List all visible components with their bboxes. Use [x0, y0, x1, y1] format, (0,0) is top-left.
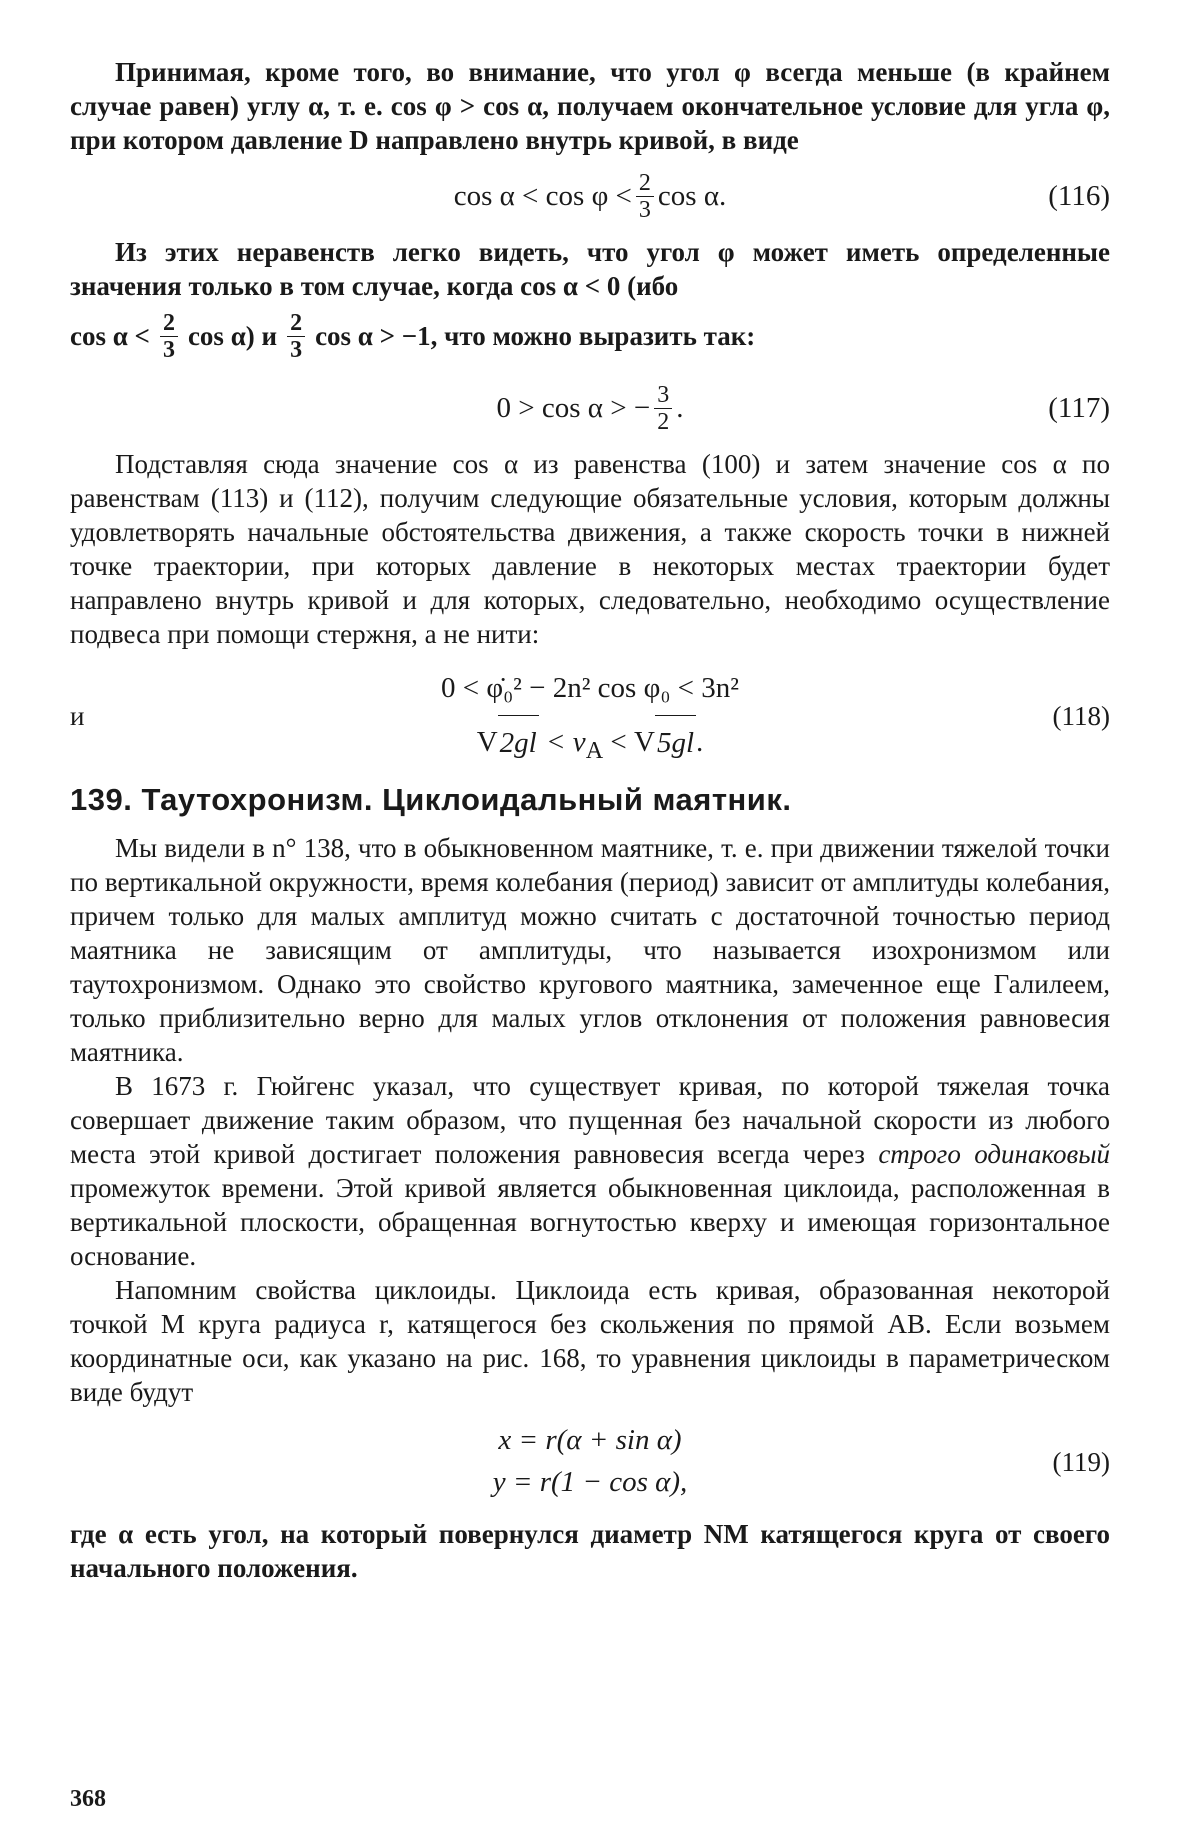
period: . [696, 726, 704, 758]
v-subscript: A [585, 736, 604, 764]
paragraph-6: Напомним свойства циклоиды. Циклоида есть кривая, образованная некоторой точкой M круга радиуса r, катящегося без скольжения по прямой AB. Если возьмем координатные оси, как указано на рис. 168, то уравнения циклоиды в параметрическом виде будут [70, 1275, 1110, 1407]
page-body [70, 55, 1110, 1585]
sqrt-sign: V [476, 726, 498, 758]
eq119-number: (119) [1052, 1447, 1110, 1477]
equation-118 [70, 661, 1110, 771]
paragraph-5 [70, 1069, 1110, 1273]
p2b-frac2 [287, 310, 305, 363]
eq119-row2: y = r(1 − cos α), [492, 1466, 688, 1498]
eq119-rows [70, 1419, 1110, 1503]
p2b-frac1-den: 3 [162, 336, 175, 363]
eq117-left: 0 > cos α > − [496, 392, 651, 424]
equation-117 [70, 369, 1110, 447]
paragraph-7: где α есть угол, на который повернулся диаметр NM катящегося круга от своего начального положения. [70, 1519, 1110, 1583]
eq118-number: (118) [1052, 701, 1110, 731]
p2b-frac1 [160, 310, 178, 363]
eq117-frac-den: 2 [657, 408, 670, 435]
paragraph-1: Принимая, кроме того, во внимание, что угол φ всегда меньше (в крайнем случае равен) углу α, т. е. cos φ > cos α, получаем окончательное условие для угла φ, при котором давление D направлено внутрь кривой, в виде [70, 57, 1110, 155]
eq118-row2 [477, 715, 704, 778]
eq116-frac-den: 3 [638, 196, 651, 223]
eq117-right: . [676, 392, 684, 424]
eq117-frac-num: 3 [654, 382, 672, 409]
p5-text-b: промежуток времени. Этой кривой является обыкновенная циклоида, расположенная в вертикальной плоскости, обращенная вогнутостью кверху и имеющая горизонтальное основание. [70, 1173, 1110, 1271]
p5-emphasis: строго одинаковый [878, 1139, 1110, 1169]
p2b-part3: cos α > −1, что можно выразить так: [315, 321, 756, 351]
sqrt-5gl [634, 715, 696, 770]
eq116-fraction [636, 170, 654, 223]
sqrt-sign: V [634, 726, 655, 758]
p2b-frac2-den: 3 [290, 336, 303, 363]
eq118-rows [70, 661, 1110, 778]
p2b-frac2-num: 2 [287, 310, 305, 337]
p2b-part1: cos α < [70, 321, 150, 351]
eq119-row1: x = r(α + sin α) [498, 1424, 682, 1456]
v-symbol: < v [538, 726, 586, 758]
eq118-and: и [70, 701, 85, 731]
p5-text-a: В 1673 г. Гюйгенс указал, что существует кривая, по которой тяжелая точка совершает движение таким образом, что пущенная без начальной скорости из любого места этой кривой достигает положения равновесия всегда через [70, 1071, 1110, 1169]
p2b-part2: cos α) и [187, 321, 278, 351]
eq117-fraction [654, 382, 672, 435]
lt-symbol: < [603, 726, 634, 758]
sqrt-2gl [477, 715, 539, 770]
eq116-frac-num: 2 [636, 170, 654, 197]
paragraph-2a: Из этих неравенств легко видеть, что угол φ может иметь определенные значения только в том случае, когда cos α < 0 (ибо [70, 237, 1110, 301]
eq116-left: cos α < cos φ < [453, 180, 632, 212]
paragraph-4: Мы видели в n° 138, что в обыкновенном маятнике, т. е. при движении тяжелой точки по вертикальной окружности, время колебания (период) зависит от амплитуды колебания, причем только для малых амплитуд можно считать с достаточной точностью период маятника не зависящим от амплитуды, что называется изохронизмом или таутохронизмом. Однако это свойство кругового маятника, замеченное еще Галилеем, только приблизительно верно для малых углов отклонения от положения равновесия маятника. [70, 833, 1110, 1067]
section-title: 139. Таутохронизм. Циклоидальный маятник. [70, 782, 792, 817]
paragraph-3: Подставляя сюда значение cos α из равенства (100) и затем значение cos α по равенствам (113) и (112), получим следующие обязательные условия, которым должны удовлетворять начальные обстоятельства движения, а также скорость точки в нижней точке траектории, при которых давление в некоторых местах траектории будет направлено внутрь кривой и для которых, следовательно, необходимо осуществление подвеса при помощи стержня, а не нити: [70, 449, 1110, 649]
paragraph-2b [70, 303, 1110, 369]
radicand-2gl: 2gl [498, 715, 539, 770]
radicand-5gl: 5gl [655, 715, 696, 770]
equation-119 [70, 1415, 1110, 1511]
eq117-number: (117) [1048, 392, 1110, 424]
page-number: 368 [70, 1786, 106, 1812]
eq116-right: cos α. [657, 180, 727, 212]
equation-116 [70, 157, 1110, 235]
p2b-frac1-num: 2 [160, 310, 178, 337]
eq118-row1: 0 < φ̇₀² − 2n² cos φ₀ < 3n² [440, 672, 739, 704]
eq116-number: (116) [1048, 180, 1110, 212]
